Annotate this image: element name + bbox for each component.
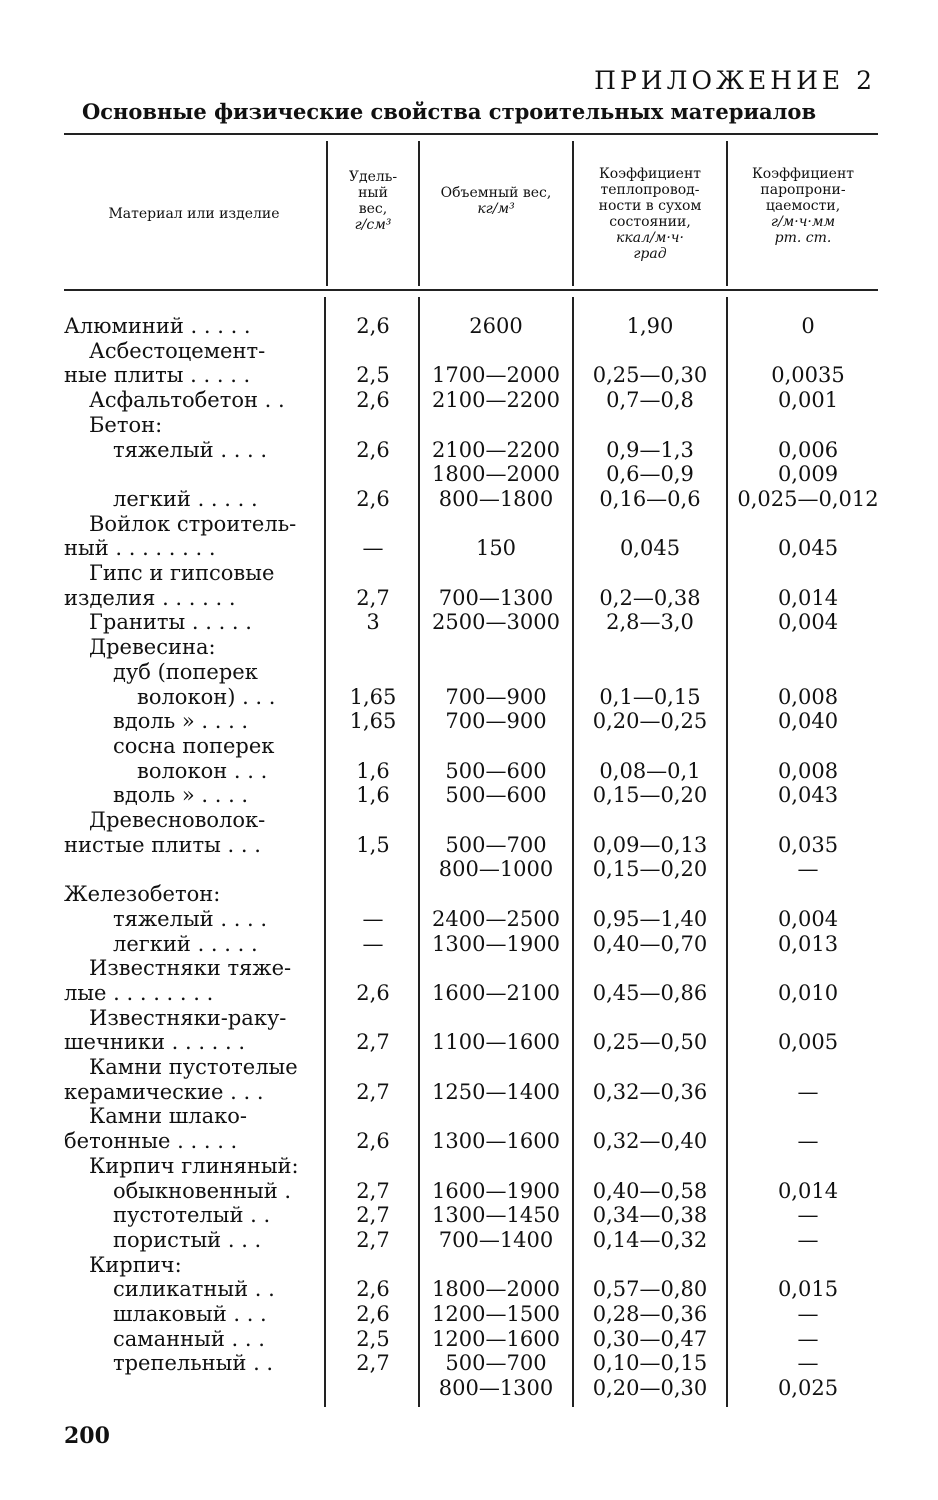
specific-weight-cell: —: [362, 932, 384, 956]
vapor-permeability-cell: 0,040: [777, 709, 839, 733]
material-cell: шечники . . . . . .: [64, 1030, 246, 1054]
table-row: [0, 1302, 938, 1327]
vapor-permeability-cell: —: [797, 857, 819, 881]
vapor-permeability-cell: —: [797, 1203, 819, 1227]
volume-weight-cell: 1600—1900: [432, 1179, 560, 1203]
table-row: [0, 857, 938, 882]
volume-weight-cell: 500—700: [445, 1351, 547, 1375]
specific-weight-cell: 2,7: [356, 586, 390, 610]
material-cell: нистые плиты . . .: [64, 833, 261, 857]
table-row: [0, 363, 938, 388]
volume-weight-cell: 2400—2500: [432, 907, 560, 931]
vapor-permeability-cell: —: [797, 1302, 819, 1326]
vapor-permeability-cell: —: [797, 1129, 819, 1153]
vapor-permeability-cell: 0,008: [777, 759, 839, 783]
table-row: [0, 1228, 938, 1253]
specific-weight-cell: 2,5: [356, 1327, 390, 1351]
table-row: [0, 907, 938, 932]
table-row: [0, 1179, 938, 1204]
material-cell: сосна поперек: [113, 734, 275, 758]
vapor-permeability-cell: 0,043: [777, 783, 839, 807]
table-row: [0, 314, 938, 339]
table-row: [0, 1104, 938, 1129]
specific-weight-cell: 2,6: [356, 1277, 390, 1301]
material-cell: керамические . . .: [64, 1080, 264, 1104]
material-cell: бетонные . . . . .: [64, 1129, 238, 1153]
vapor-permeability-cell: 0,013: [777, 932, 839, 956]
table-row: [0, 709, 938, 734]
table-row: [0, 462, 938, 487]
specific-weight-cell: 1,65: [349, 709, 397, 733]
specific-weight-cell: 3: [366, 610, 380, 634]
specific-weight-cell: 2,6: [356, 981, 390, 1005]
material-cell: ные плиты . . . . .: [64, 363, 251, 387]
header-rule: [64, 289, 878, 291]
volume-weight-cell: 1800—2000: [432, 1277, 560, 1301]
material-cell: шлаковый . . .: [113, 1302, 267, 1326]
specific-weight-cell: 2,6: [356, 1129, 390, 1153]
thermal-conductivity-cell: 0,9—1,3: [606, 438, 694, 462]
thermal-conductivity-cell: 0,32—0,36: [592, 1080, 708, 1104]
thermal-conductivity-cell: 0,14—0,32: [592, 1228, 708, 1252]
thermal-conductivity-cell: 0,15—0,20: [592, 857, 708, 881]
table-row: [0, 438, 938, 463]
table-row: [0, 586, 938, 611]
material-cell: легкий . . . . .: [113, 487, 258, 511]
volume-weight-cell: 2100—2200: [432, 438, 560, 462]
thermal-conductivity-cell: 0,15—0,20: [592, 783, 708, 807]
material-cell: пористый . . .: [113, 1228, 262, 1252]
specific-weight-cell: 2,7: [356, 1080, 390, 1104]
material-cell: Древесноволок-: [89, 808, 266, 832]
volume-weight-cell: 500—600: [445, 783, 547, 807]
specific-weight-cell: 2,7: [356, 1179, 390, 1203]
table-row: [0, 932, 938, 957]
thermal-conductivity-cell: 0,95—1,40: [592, 907, 708, 931]
thermal-conductivity-cell: 2,8—3,0: [606, 610, 694, 634]
vapor-permeability-cell: —: [797, 1351, 819, 1375]
material-cell: Бетон:: [89, 413, 163, 437]
material-cell: Кирпич глиняный:: [89, 1154, 299, 1178]
specific-weight-cell: 1,65: [349, 685, 397, 709]
material-cell: изделия . . . . . .: [64, 586, 236, 610]
volume-weight-cell: 1300—1900: [432, 932, 560, 956]
specific-weight-cell: —: [362, 907, 384, 931]
table-row: [0, 833, 938, 858]
table-row: [0, 1055, 938, 1080]
table-row: [0, 882, 938, 907]
top-rule: [64, 133, 878, 135]
vapor-permeability-cell: 0: [801, 314, 815, 338]
volume-weight-cell: 2600: [469, 314, 523, 338]
vapor-permeability-cell: 0,045: [777, 536, 839, 560]
table-row: [0, 1327, 938, 1352]
vapor-permeability-cell: 0,035: [777, 833, 839, 857]
table-row: [0, 536, 938, 561]
material-cell: пустотелый . .: [113, 1203, 271, 1227]
thermal-conductivity-cell: 0,1—0,15: [599, 685, 701, 709]
volume-weight-cell: 1300—1450: [432, 1203, 560, 1227]
appendix-label: ПРИЛОЖЕНИЕ 2: [594, 66, 876, 95]
volume-weight-cell: 700—900: [445, 685, 547, 709]
material-cell: саманный . . .: [113, 1327, 265, 1351]
table-row: [0, 1376, 938, 1401]
vapor-permeability-cell: 0,010: [777, 981, 839, 1005]
table-row: [0, 1203, 938, 1228]
specific-weight-cell: 2,7: [356, 1228, 390, 1252]
specific-weight-cell: 1,6: [356, 783, 390, 807]
table-row: [0, 561, 938, 586]
thermal-conductivity-cell: 0,34—0,38: [592, 1203, 708, 1227]
material-cell: Кирпич:: [89, 1253, 182, 1277]
vapor-permeability-cell: 0,004: [777, 907, 839, 931]
thermal-conductivity-cell: 0,045: [619, 536, 681, 560]
vapor-permeability-cell: 0,025: [777, 1376, 839, 1400]
volume-weight-cell: 1200—1500: [432, 1302, 560, 1326]
volume-weight-cell: 150: [475, 536, 517, 560]
thermal-conductivity-cell: 0,45—0,86: [592, 981, 708, 1005]
vapor-permeability-cell: —: [797, 1080, 819, 1104]
table-row: [0, 956, 938, 981]
table-row: [0, 981, 938, 1006]
vapor-permeability-cell: 0,004: [777, 610, 839, 634]
volume-weight-cell: 700—1300: [438, 586, 554, 610]
vapor-permeability-cell: 0,0035: [771, 363, 845, 387]
volume-weight-cell: 1800—2000: [432, 462, 560, 486]
volume-weight-cell: 800—1800: [438, 487, 554, 511]
volume-weight-cell: 700—900: [445, 709, 547, 733]
table-row: [0, 512, 938, 537]
table-row: [0, 339, 938, 364]
material-cell: Войлок строитель-: [89, 512, 297, 536]
vapor-permeability-cell: 0,014: [777, 586, 839, 610]
material-cell: Гипс и гипсовые: [89, 561, 275, 585]
vapor-permeability-cell: 0,015: [777, 1277, 839, 1301]
table-row: [0, 1154, 938, 1179]
table-row: [0, 388, 938, 413]
specific-weight-cell: 2,7: [356, 1351, 390, 1375]
material-cell: обыкновенный .: [113, 1179, 292, 1203]
volume-weight-cell: 1600—2100: [432, 981, 560, 1005]
volume-weight-cell: 1700—2000: [432, 363, 560, 387]
volume-weight-cell: 700—1400: [438, 1228, 554, 1252]
specific-weight-cell: 1,6: [356, 759, 390, 783]
thermal-conductivity-cell: 0,28—0,36: [592, 1302, 708, 1326]
volume-weight-cell: 800—1000: [438, 857, 554, 881]
header-volume-weight: Объемный вес, кг/м³: [440, 184, 552, 217]
specific-weight-cell: 2,7: [356, 1030, 390, 1054]
thermal-conductivity-cell: 0,2—0,38: [599, 586, 701, 610]
material-cell: тяжелый . . . .: [113, 438, 268, 462]
material-cell: ный . . . . . . . .: [64, 536, 216, 560]
vapor-permeability-cell: —: [797, 1228, 819, 1252]
vapor-permeability-cell: 0,008: [777, 685, 839, 709]
table-row: [0, 1277, 938, 1302]
volume-weight-cell: 1200—1600: [432, 1327, 560, 1351]
thermal-conductivity-cell: 0,10—0,15: [592, 1351, 708, 1375]
volume-weight-cell: 500—700: [445, 833, 547, 857]
thermal-conductivity-cell: 0,20—0,30: [592, 1376, 708, 1400]
table-row: [0, 1030, 938, 1055]
material-cell: трепельный . .: [113, 1351, 274, 1375]
table-row: [0, 685, 938, 710]
volume-weight-cell: 1100—1600: [432, 1030, 560, 1054]
specific-weight-cell: 2,6: [356, 388, 390, 412]
material-cell: Асфальтобетон . .: [89, 388, 285, 412]
specific-weight-cell: 1,5: [356, 833, 390, 857]
thermal-conductivity-cell: 0,20—0,25: [592, 709, 708, 733]
page-number: 200: [64, 1423, 110, 1449]
thermal-conductivity-cell: 0,6—0,9: [606, 462, 694, 486]
volume-weight-cell: 2500—3000: [432, 610, 560, 634]
volume-weight-cell: 2100—2200: [432, 388, 560, 412]
thermal-conductivity-cell: 0,40—0,58: [592, 1179, 708, 1203]
specific-weight-cell: 2,6: [356, 487, 390, 511]
material-cell: вдоль » . . . .: [113, 709, 249, 733]
header-thermal-conductivity: Коэффициент теплопровод- ности в сухом состоянии, ккал/м·ч· град: [598, 165, 702, 262]
table-row: [0, 1006, 938, 1031]
material-cell: Асбестоцемент-: [89, 339, 266, 363]
material-cell: Известняки-раку-: [89, 1006, 287, 1030]
material-cell: вдоль » . . . .: [113, 783, 249, 807]
header-vapor-permeability: Коэффициент паропрони- цаемости, г/м·ч·мм рт. ст.: [751, 165, 855, 246]
specific-weight-cell: —: [362, 536, 384, 560]
table-row: [0, 1129, 938, 1154]
header-material: Материал или изделие: [108, 205, 280, 222]
thermal-conductivity-cell: 1,90: [626, 314, 674, 338]
vapor-permeability-cell: —: [797, 1327, 819, 1351]
vapor-permeability-cell: 0,009: [777, 462, 839, 486]
thermal-conductivity-cell: 0,32—0,40: [592, 1129, 708, 1153]
material-cell: волокон . . .: [137, 759, 268, 783]
thermal-conductivity-cell: 0,7—0,8: [606, 388, 694, 412]
material-cell: дуб (поперек: [113, 660, 258, 684]
table-row: [0, 635, 938, 660]
specific-weight-cell: 2,6: [356, 1302, 390, 1326]
header-specific-weight: Удель- ный вес, г/см³: [348, 168, 398, 233]
table-row: [0, 808, 938, 833]
material-cell: Железобетон:: [64, 882, 221, 906]
material-cell: Алюминий . . . . .: [64, 314, 251, 338]
material-cell: силикатный . .: [113, 1277, 275, 1301]
volume-weight-cell: 500—600: [445, 759, 547, 783]
table-row: [0, 413, 938, 438]
vapor-permeability-cell: 0,025—0,012: [737, 487, 879, 511]
table-row: [0, 610, 938, 635]
volume-weight-cell: 800—1300: [438, 1376, 554, 1400]
thermal-conductivity-cell: 0,30—0,47: [592, 1327, 708, 1351]
material-cell: Древесина:: [89, 635, 216, 659]
table-row: [0, 487, 938, 512]
table-row: [0, 734, 938, 759]
table-row: [0, 1253, 938, 1278]
material-cell: Камни шлако-: [89, 1104, 248, 1128]
material-cell: Граниты . . . . .: [89, 610, 252, 634]
material-cell: тяжелый . . . .: [113, 907, 268, 931]
material-cell: Известняки тяже-: [89, 956, 292, 980]
thermal-conductivity-cell: 0,25—0,50: [592, 1030, 708, 1054]
vapor-permeability-cell: 0,005: [777, 1030, 839, 1054]
table-row: [0, 1080, 938, 1105]
vapor-permeability-cell: 0,006: [777, 438, 839, 462]
table-row: [0, 660, 938, 685]
material-cell: волокон) . . .: [137, 685, 276, 709]
specific-weight-cell: 2,7: [356, 1203, 390, 1227]
thermal-conductivity-cell: 0,16—0,6: [599, 487, 701, 511]
table-row: [0, 783, 938, 808]
material-cell: лые . . . . . . . .: [64, 981, 214, 1005]
thermal-conductivity-cell: 0,08—0,1: [599, 759, 701, 783]
vapor-permeability-cell: 0,014: [777, 1179, 839, 1203]
thermal-conductivity-cell: 0,25—0,30: [592, 363, 708, 387]
vapor-permeability-cell: 0,001: [777, 388, 839, 412]
table-row: [0, 1351, 938, 1376]
page-title: Основные физические свойства строительных материалов: [81, 99, 817, 124]
volume-weight-cell: 1300—1600: [432, 1129, 560, 1153]
thermal-conductivity-cell: 0,57—0,80: [592, 1277, 708, 1301]
material-cell: Камни пустотелые: [89, 1055, 298, 1079]
specific-weight-cell: 2,5: [356, 363, 390, 387]
material-cell: легкий . . . . .: [113, 932, 258, 956]
specific-weight-cell: 2,6: [356, 314, 390, 338]
volume-weight-cell: 1250—1400: [432, 1080, 560, 1104]
thermal-conductivity-cell: 0,09—0,13: [592, 833, 708, 857]
thermal-conductivity-cell: 0,40—0,70: [592, 932, 708, 956]
table-row: [0, 759, 938, 784]
specific-weight-cell: 2,6: [356, 438, 390, 462]
